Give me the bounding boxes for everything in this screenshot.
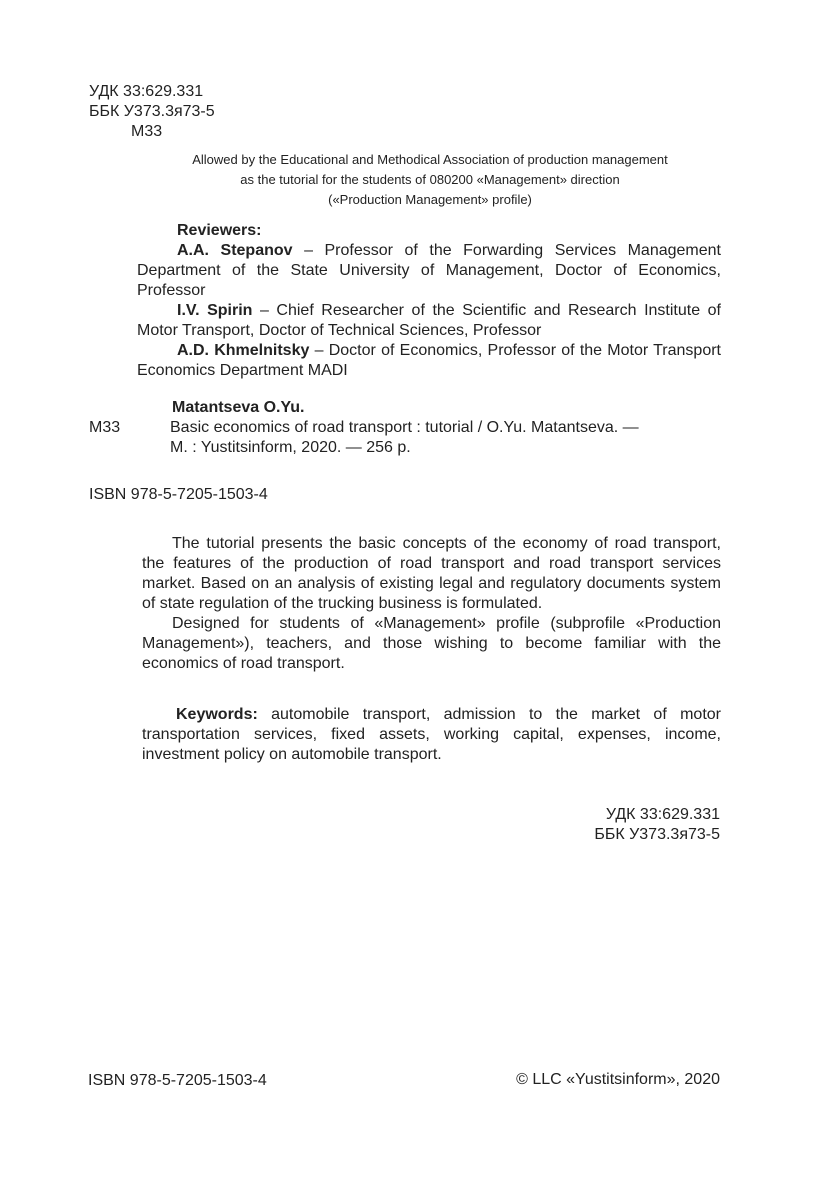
udk-code: УДК 33:629.331 xyxy=(89,83,204,100)
copyright-notice: © LLC «Yustitsinform», 2020 xyxy=(516,1071,720,1088)
bibliographic-description xyxy=(170,418,721,458)
bibliographic-line-2: M. : Yustitsinform, 2020. — 256 p. xyxy=(170,439,411,456)
bbk-code: ББК У373.3я73-5 xyxy=(89,103,215,120)
reviewer-description: – Professor of the Forwarding Services Management Department of the State University of Management, Doctor of Economics, Professor xyxy=(137,242,721,299)
keywords-label: Keywords: xyxy=(176,706,258,723)
reviewer-2 xyxy=(137,301,721,341)
reviewer-description: – Doctor of Economics, Professor of the Motor Transport Economics Department MADI xyxy=(137,342,722,379)
reviewer-name: I.V. Spirin xyxy=(177,302,253,319)
reviewer-3 xyxy=(137,341,721,381)
keywords xyxy=(142,705,721,765)
bbk-code: ББК У373.3я73-5 xyxy=(594,826,720,843)
bibliographic-code: М33 xyxy=(89,419,121,436)
approval-line-1: Allowed by the Educational and Methodical Association of production management xyxy=(192,152,668,167)
reviewers-heading: Reviewers: xyxy=(177,222,262,239)
author-mark: М33 xyxy=(131,123,163,140)
approval-statement xyxy=(130,150,730,210)
bibliographic-author: Matantseva O.Yu. xyxy=(172,399,305,416)
keywords-text: automobile transport, admission to the market of motor transportation services, fixed assets, working capital, expenses, income, investment policy on automobile transport. xyxy=(142,706,721,763)
reviewer-name: A.D. Khmelnitsky xyxy=(177,342,310,359)
approval-line-3: («Production Management» profile) xyxy=(328,192,532,207)
abstract-paragraph-1 xyxy=(142,534,721,614)
bibliographic-line-1: Basic economics of road transport : tutorial / O.Yu. Matantseva. — xyxy=(170,419,639,436)
abstract-text: Designed for students of «Management» profile (subprofile «Production Management»), teachers, and those wishing to become familiar with the economics of road transport. xyxy=(142,615,721,672)
reviewer-1 xyxy=(137,241,721,301)
footer-isbn: ISBN 978-5-7205-1503-4 xyxy=(88,1072,267,1089)
approval-line-2: as the tutorial for the students of 080200 «Management» direction xyxy=(240,172,620,187)
abstract-text: The tutorial presents the basic concepts of the economy of road transport, the features of the production of road transport and road transport services market. Based on an analysis of existing legal and regulatory documents system of state regulation of the trucking business is formulated. xyxy=(142,535,721,612)
reviewer-description: – Chief Researcher of the Scientific and Research Institute of Motor Transport, Doctor of Technical Sciences, Professor xyxy=(137,302,721,339)
udk-bbk-block xyxy=(480,805,720,845)
isbn: ISBN 978-5-7205-1503-4 xyxy=(89,486,268,503)
abstract-paragraph-2 xyxy=(142,614,721,674)
reviewer-name: A.A. Stepanov xyxy=(177,242,293,259)
udk-code: УДК 33:629.331 xyxy=(605,806,720,823)
